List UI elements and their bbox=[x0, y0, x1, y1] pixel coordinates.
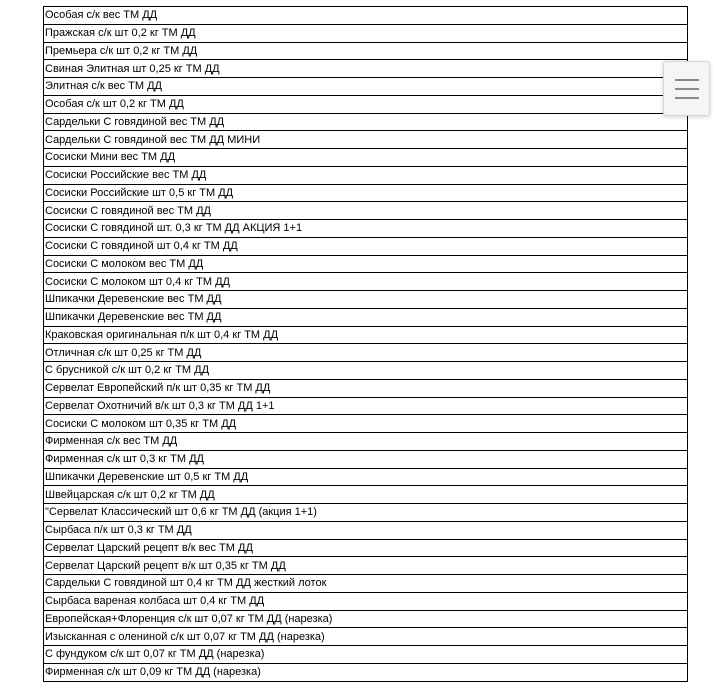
product-name-cell: С брусникой с/к шт 0,2 кг ТМ ДД bbox=[44, 362, 688, 380]
table-row bbox=[44, 539, 688, 557]
product-name-cell: Сырбаса вареная колбаса шт 0,4 кг ТМ ДД bbox=[44, 592, 688, 610]
table-row bbox=[44, 415, 688, 433]
table-row bbox=[44, 149, 688, 167]
table-row bbox=[44, 237, 688, 255]
table-row bbox=[44, 95, 688, 113]
table-row bbox=[44, 450, 688, 468]
product-name-cell: Пражская с/к шт 0,2 кг ТМ ДД bbox=[44, 24, 688, 42]
product-name-cell: Шпикачки Деревенские шт 0,5 кг ТМ ДД bbox=[44, 468, 688, 486]
product-name-cell: Сосиски С говядиной шт 0,4 кг ТМ ДД bbox=[44, 237, 688, 255]
table-row bbox=[44, 7, 688, 25]
product-name-cell: Сосиски С говядиной вес ТМ ДД bbox=[44, 202, 688, 220]
product-name-cell: Фирменная с/к шт 0,3 кг ТМ ДД bbox=[44, 450, 688, 468]
product-name-cell: Сосиски Российские шт 0,5 кг ТМ ДД bbox=[44, 184, 688, 202]
table-row bbox=[44, 24, 688, 42]
hamburger-menu-icon bbox=[675, 79, 699, 81]
product-name-cell: Сервелат Охотничий в/к шт 0,3 кг ТМ ДД 1+1 bbox=[44, 397, 688, 415]
table-row bbox=[44, 255, 688, 273]
product-name-cell: Сервелат Царский рецепт в/к вес ТМ ДД bbox=[44, 539, 688, 557]
product-table bbox=[43, 6, 688, 682]
product-name-cell: Сосиски С молоком шт 0,35 кг ТМ ДД bbox=[44, 415, 688, 433]
product-name-cell: Сервелат Европейский п/к шт 0,35 кг ТМ ДД bbox=[44, 379, 688, 397]
table-row bbox=[44, 184, 688, 202]
table-row bbox=[44, 42, 688, 60]
table-row bbox=[44, 663, 688, 681]
table-row bbox=[44, 326, 688, 344]
product-name-cell: Сырбаса п/к шт 0,3 кг ТМ ДД bbox=[44, 521, 688, 539]
table-row bbox=[44, 379, 688, 397]
table-row bbox=[44, 557, 688, 575]
product-name-cell: Сосиски Мини вес ТМ ДД bbox=[44, 149, 688, 167]
table-row bbox=[44, 273, 688, 291]
product-name-cell: Шпикачки Деревенские вес ТМ ДД bbox=[44, 291, 688, 309]
table-row bbox=[44, 131, 688, 149]
product-name-cell: Сосиски С говядиной шт. 0,3 кг ТМ ДД АКЦИЯ 1+1 bbox=[44, 220, 688, 238]
table-row bbox=[44, 521, 688, 539]
table-row bbox=[44, 468, 688, 486]
product-name-cell: Особая с/к вес ТМ ДД bbox=[44, 7, 688, 25]
table-row bbox=[44, 504, 688, 522]
product-name-cell: Швейцарская с/к шт 0,2 кг ТМ ДД bbox=[44, 486, 688, 504]
table-row bbox=[44, 113, 688, 131]
table-row bbox=[44, 202, 688, 220]
table-row bbox=[44, 362, 688, 380]
product-name-cell: Элитная с/к вес ТМ ДД bbox=[44, 78, 688, 96]
product-name-cell: Фирменная с/к шт 0,09 кг ТМ ДД (нарезка) bbox=[44, 663, 688, 681]
product-name-cell: Сосиски С молоком вес ТМ ДД bbox=[44, 255, 688, 273]
product-name-cell: Премьера с/к шт 0,2 кг ТМ ДД bbox=[44, 42, 688, 60]
table-row bbox=[44, 397, 688, 415]
table-row bbox=[44, 646, 688, 664]
product-name-cell: Свиная Элитная шт 0,25 кг ТМ ДД bbox=[44, 60, 688, 78]
table-row bbox=[44, 291, 688, 309]
product-name-cell: Сардельки С говядиной вес ТМ ДД МИНИ bbox=[44, 131, 688, 149]
product-name-cell: Фирменная с/к вес ТМ ДД bbox=[44, 433, 688, 451]
table-row bbox=[44, 344, 688, 362]
hamburger-menu-icon-bar bbox=[675, 88, 699, 90]
product-name-cell: Особая с/к шт 0,2 кг ТМ ДД bbox=[44, 95, 688, 113]
product-name-cell: Отличная с/к шт 0,25 кг ТМ ДД bbox=[44, 344, 688, 362]
table-row bbox=[44, 575, 688, 593]
product-name-cell: Сервелат Царский рецепт в/к шт 0,35 кг ТМ ДД bbox=[44, 557, 688, 575]
product-name-cell: Сардельки С говядиной вес ТМ ДД bbox=[44, 113, 688, 131]
table-row bbox=[44, 78, 688, 96]
product-name-cell: Сосиски С молоком шт 0,4 кг ТМ ДД bbox=[44, 273, 688, 291]
menu-button[interactable] bbox=[663, 61, 710, 116]
table-row bbox=[44, 308, 688, 326]
table-row bbox=[44, 628, 688, 646]
product-name-cell: Краковская оригинальная п/к шт 0,4 кг ТМ ДД bbox=[44, 326, 688, 344]
hamburger-menu-icon-bar bbox=[675, 97, 699, 99]
table-row bbox=[44, 592, 688, 610]
table-row bbox=[44, 610, 688, 628]
product-name-cell: Шпикачки Деревенские вес ТМ ДД bbox=[44, 308, 688, 326]
table-row bbox=[44, 433, 688, 451]
product-name-cell: Сардельки С говядиной шт 0,4 кг ТМ ДД жесткий лоток bbox=[44, 575, 688, 593]
product-name-cell: Сосиски Российские вес ТМ ДД bbox=[44, 166, 688, 184]
product-name-cell: Европейская+Флоренция с/к шт 0,07 кг ТМ ДД (нарезка) bbox=[44, 610, 688, 628]
product-name-cell: Изысканная с олениной с/к шт 0,07 кг ТМ ДД (нарезка) bbox=[44, 628, 688, 646]
table-row bbox=[44, 486, 688, 504]
product-name-cell: "Сервелат Классический шт 0,6 кг ТМ ДД (акция 1+1) bbox=[44, 504, 688, 522]
product-name-cell: С фундуком с/к шт 0,07 кг ТМ ДД (нарезка) bbox=[44, 646, 688, 664]
product-table-body bbox=[44, 7, 688, 682]
table-row bbox=[44, 60, 688, 78]
table-row bbox=[44, 220, 688, 238]
table-row bbox=[44, 166, 688, 184]
